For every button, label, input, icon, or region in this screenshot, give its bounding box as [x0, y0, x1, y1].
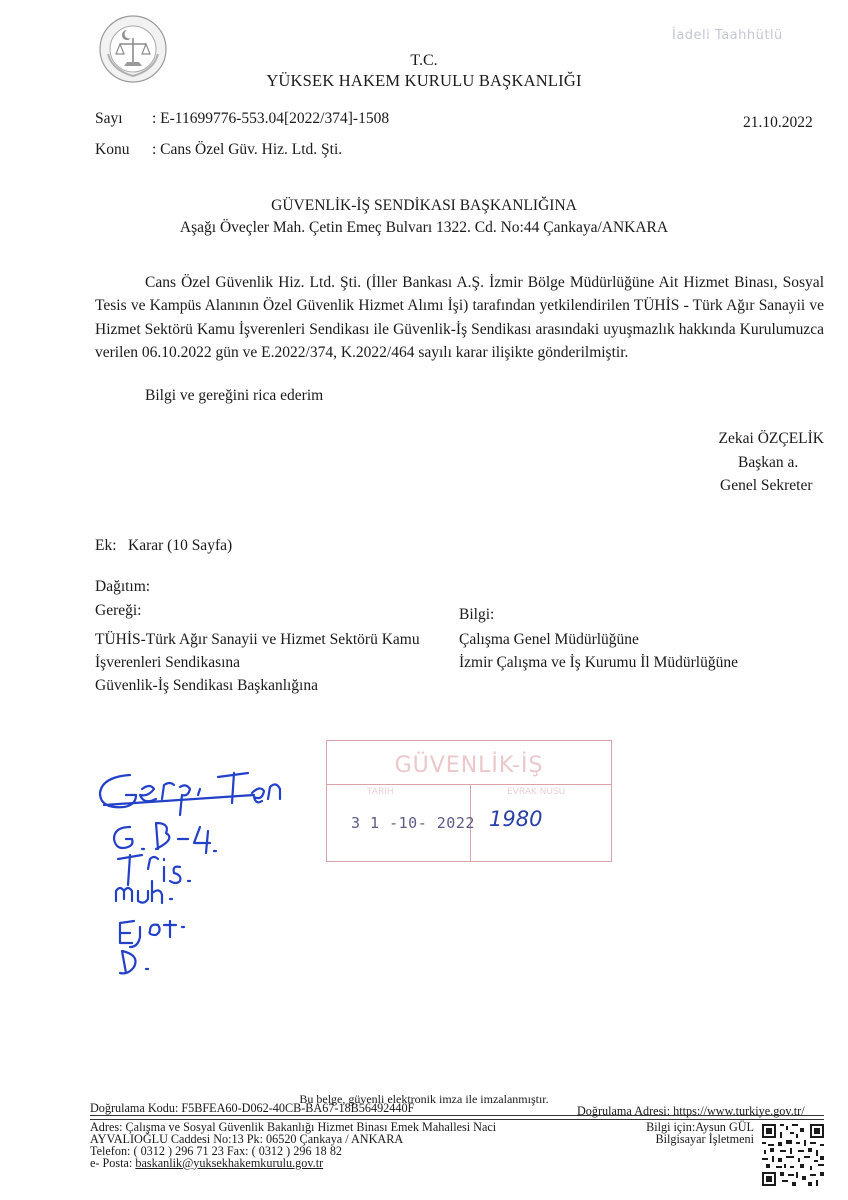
document-date: 21.10.2022 — [743, 114, 813, 131]
stamp-number-label: EVRAK NUSU — [507, 787, 566, 797]
e-signature-note: Bu belge, güvenli elektronik imza ile imzalanmıştır. — [299, 1092, 549, 1106]
sayi-value: : E-11699776-553.04[2022/374]-1508 — [152, 110, 390, 127]
signer-role-2: Genel Sekreter — [720, 477, 813, 494]
bilgi-item: Çalışma Genel Müdürlüğüne — [459, 631, 639, 648]
info-contact: Bilgi için:Aysun GÜL — [646, 1120, 754, 1134]
institution-heading: YÜKSEK HAKEM KURULU BAŞKANLIĞI — [266, 71, 582, 90]
footer-address-1: Adres: Çalışma ve Sosyal Güvenlik Bakanlığı Hizmet Binası Emek Mahallesi Naci — [90, 1120, 497, 1134]
footer-address-2: AYVALIOĞLU Caddesi No:13 Pk: 06520 Çankaya / ANKARA — [90, 1132, 404, 1146]
body-paragraph — [95, 271, 824, 365]
gerei-item: TÜHİS-Türk Ağır Sanayii ve Hizmet Sektörü Kamu — [95, 631, 420, 648]
konu-value: : Cans Özel Güv. Hiz. Ltd. Şti. — [152, 141, 343, 158]
verification-code: Doğrulama Kodu: F5BFEA60-D062-40CB-BA67-18B56492440F — [90, 1101, 415, 1115]
gerei-label: Gereği: — [95, 602, 142, 619]
footer-email-label: e- Posta: — [90, 1156, 133, 1170]
signer-role-1: Başkan a. — [738, 454, 799, 471]
gerei-item: İşverenleri Sendikasına — [95, 654, 241, 671]
footer-email-row — [90, 1158, 323, 1170]
closing-line: Bilgi ve gereğini rica ederim — [145, 387, 324, 404]
distribution-title: Dağıtım: — [95, 578, 151, 595]
stamp-divider — [327, 784, 611, 785]
stamp-number: 1980 — [489, 807, 543, 831]
gerei-item: Güvenlik-İş Sendikası Başkanlığına — [95, 677, 318, 694]
received-stamp — [326, 740, 612, 862]
footer-phone: Telefon: ( 0312 ) 296 71 23 Fax: ( 0312 ) 296 18 82 — [90, 1144, 343, 1158]
info-role: Bilgisayar İşletmeni — [655, 1132, 754, 1146]
handwritten-notes — [90, 755, 290, 975]
stamp-date: 3 1 -10- 2022 — [351, 814, 475, 832]
stamp-org: GÜVENLİK-İŞ — [394, 753, 544, 778]
stamp-date-label: TARİH — [367, 787, 394, 797]
recipient-address: Aşağı Öveçler Mah. Çetin Emeç Bulvarı 1322. Cd. No:44 Çankaya/ANKARA — [179, 219, 669, 236]
footer-rule-top — [90, 1115, 824, 1116]
delivery-stamp: İadeli Taahhütlü — [672, 28, 783, 43]
country-heading: T.C. — [410, 52, 438, 69]
sayi-label: Sayı — [95, 110, 123, 127]
qr-code — [760, 1122, 826, 1188]
bilgi-label: Bilgi: — [459, 606, 495, 623]
signer-name: Zekai ÖZÇELİK — [718, 430, 824, 447]
attachment-value: Karar (10 Sayfa) — [128, 537, 233, 554]
recipient-name: GÜVENLİK-İŞ SENDİKASI BAŞKANLIĞINA — [271, 197, 577, 214]
attachment-label: Ek: — [95, 537, 117, 554]
konu-label: Konu — [95, 141, 130, 158]
footer-email-link[interactable]: baskanlik@yuksekhakemkurulu.gov.tr — [135, 1156, 324, 1170]
body-paragraph-text: Cans Özel Güvenlik Hiz. Ltd. Şti. (İller Bankası A.Ş. İzmir Bölge Müdürlüğüne Ait Hizmet Binası, Sosyal Tesis ve Kampüs Alanının Özel Güvenlik Hizmet Alımı İşi) tarafından yetkilendirilen TÜHİS - Türk Ağır Sanayii ve Hizmet Sektörü Kamu İşverenleri Sendikası ile Güvenlik-İş Sendikası arasındaki uyuşmazlık hakkında Kurulumuzca verilen 06.10.2022 gün ve E.2022/374, K.2022/464 sayılı karar ilişikte gönderilmiştir. — [95, 274, 824, 362]
verification-address: Doğrulama Adresi: https://www.turkiye.gov.tr/ — [577, 1104, 805, 1118]
bilgi-item: İzmir Çalışma ve İş Kurumu İl Müdürlüğüne — [459, 654, 738, 671]
